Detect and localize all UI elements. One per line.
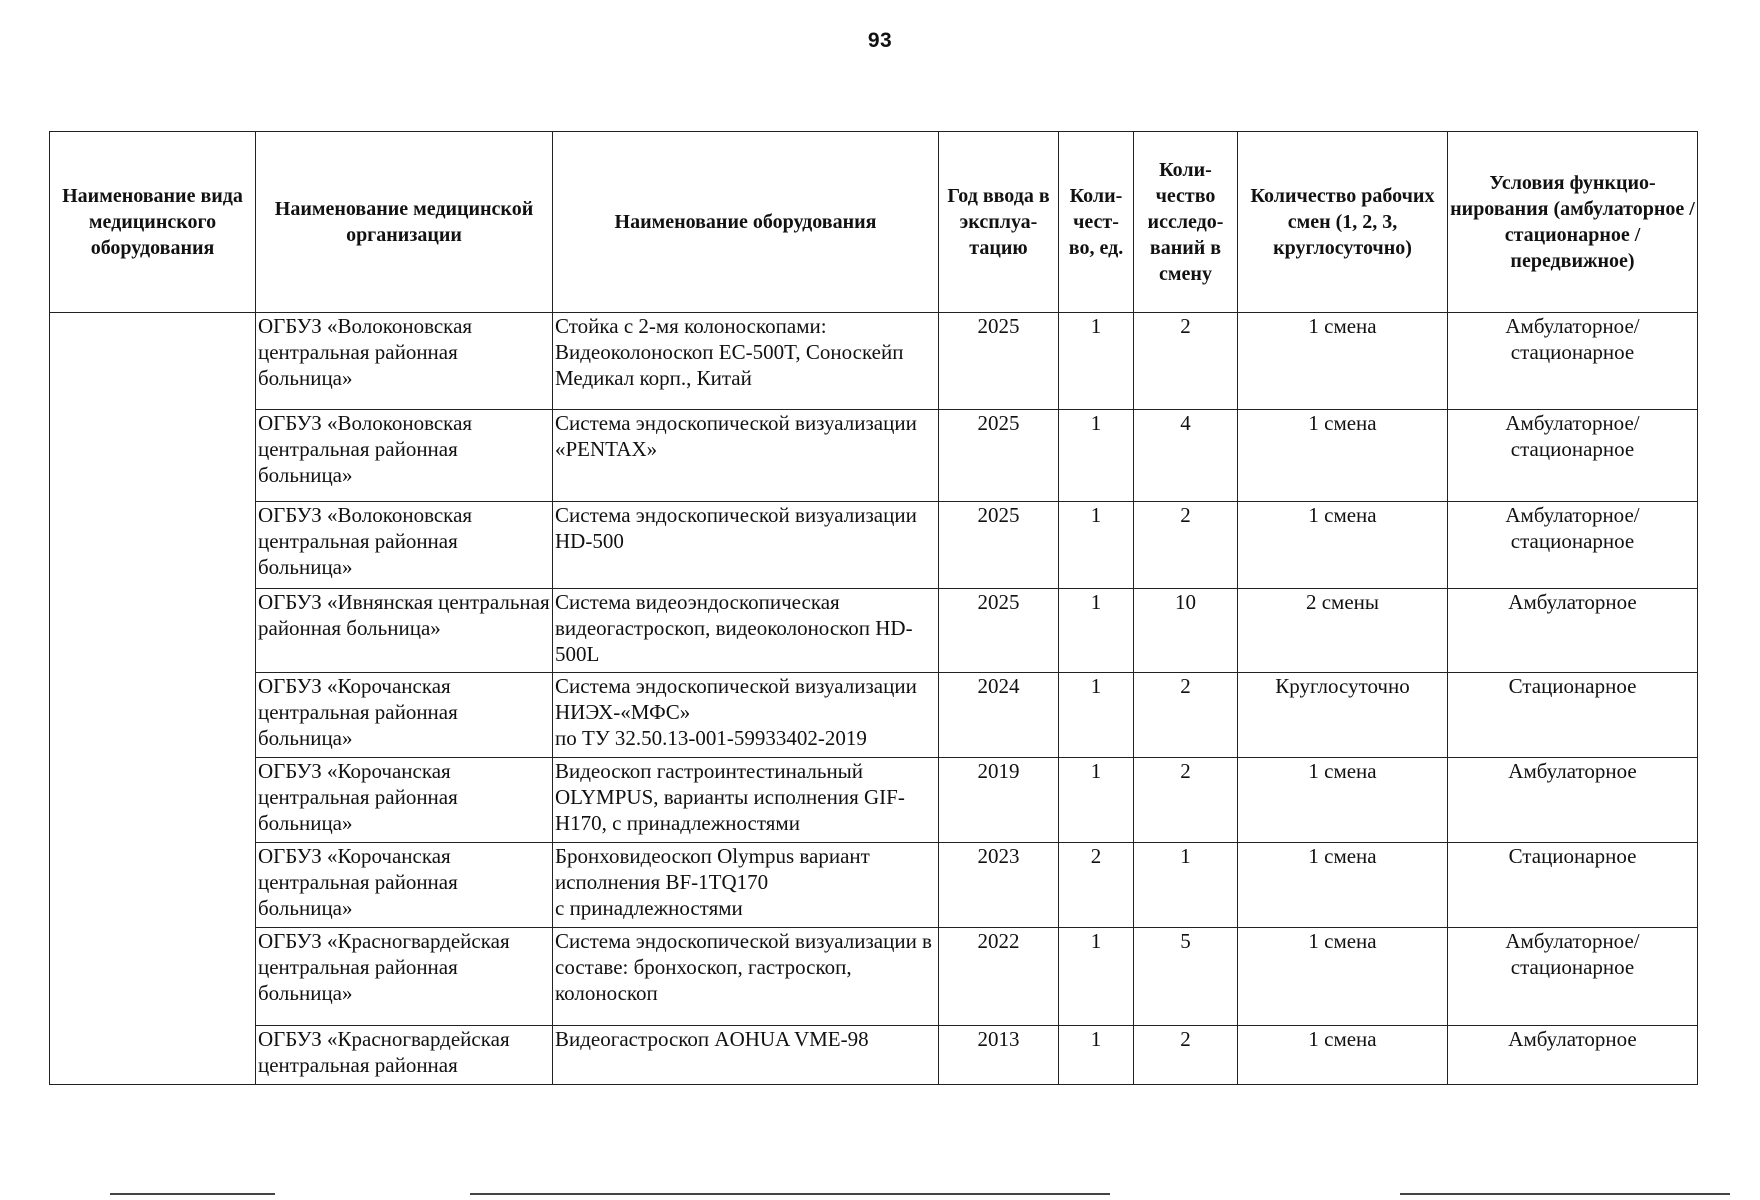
year-cell: 2025	[939, 410, 1059, 502]
studies-cell: 10	[1134, 589, 1238, 673]
conditions-cell: Амбулаторное/ стационарное	[1448, 928, 1698, 1026]
shifts-cell: 1 смена	[1238, 313, 1448, 410]
page-number: 93	[867, 29, 893, 52]
qty-cell: 1	[1059, 673, 1134, 758]
year-cell: 2019	[939, 758, 1059, 843]
qty-cell: 1	[1059, 502, 1134, 589]
shifts-cell: 1 смена	[1238, 1026, 1448, 1085]
qty-cell: 1	[1059, 589, 1134, 673]
header-shifts: Количество рабочих смен (1, 2, 3, круглосуточно)	[1238, 132, 1448, 313]
equipment-cell: Бронховидеоскоп Olympus вариант исполнения BF-1TQ170 с принадлежностями	[553, 843, 939, 928]
shifts-cell: 1 смена	[1238, 928, 1448, 1026]
conditions-cell: Стационарное	[1448, 673, 1698, 758]
equipment-cell: Система видеоэндоскопическая видеогастроскоп, видеоколоноскоп HD-500L	[553, 589, 939, 673]
qty-cell: 1	[1059, 758, 1134, 843]
org-cell: ОГБУЗ «Волоконовская центральная районная больница»	[256, 313, 553, 410]
studies-cell: 2	[1134, 673, 1238, 758]
equipment-cell: Видеогастроскоп AOHUA VME-98	[553, 1026, 939, 1085]
qty-cell: 2	[1059, 843, 1134, 928]
org-cell: ОГБУЗ «Красногвардейская центральная районная больница»	[256, 928, 553, 1026]
table-row	[50, 410, 1698, 502]
table-row	[50, 673, 1698, 758]
table-header-row	[50, 132, 1698, 313]
equipment-type-cell	[50, 313, 256, 1085]
org-cell: ОГБУЗ «Корочанская центральная районная больница»	[256, 758, 553, 843]
equipment-cell: Система эндоскопической визуализации HD-500	[553, 502, 939, 589]
shifts-cell: 2 смены	[1238, 589, 1448, 673]
scan-line-left	[110, 1193, 275, 1195]
conditions-cell: Амбулаторное	[1448, 758, 1698, 843]
org-cell: ОГБУЗ «Волоконовская центральная районная больница»	[256, 502, 553, 589]
shifts-cell: 1 смена	[1238, 758, 1448, 843]
equipment-cell: Стойка с 2-мя колоноскопами: Видеоколоноскоп EC-500T, Соноскейп Медикал корп., Китай	[553, 313, 939, 410]
equipment-cell: Видеоскоп гастроинтестинальный OLYMPUS, варианты исполнения GIF-H170, с принадлежностями	[553, 758, 939, 843]
conditions-cell: Стационарное	[1448, 843, 1698, 928]
scan-line-right	[1400, 1193, 1730, 1195]
qty-cell: 1	[1059, 313, 1134, 410]
shifts-cell: Круглосуточно	[1238, 673, 1448, 758]
year-cell: 2025	[939, 589, 1059, 673]
header-conditions: Условия функцио-нирования (амбулаторное / стационарное / передвижное)	[1448, 132, 1698, 313]
shifts-cell: 1 смена	[1238, 502, 1448, 589]
studies-cell: 4	[1134, 410, 1238, 502]
header-equipment-name: Наименование оборудования	[553, 132, 939, 313]
table-row	[50, 928, 1698, 1026]
conditions-cell: Амбулаторное/ стационарное	[1448, 410, 1698, 502]
header-quantity: Коли-чест-во, ед.	[1059, 132, 1134, 313]
year-cell: 2013	[939, 1026, 1059, 1085]
year-cell: 2025	[939, 313, 1059, 410]
qty-cell: 1	[1059, 410, 1134, 502]
equipment-cell: Система эндоскопической визуализации «PENTAX»	[553, 410, 939, 502]
org-cell: ОГБУЗ «Корочанская центральная районная больница»	[256, 843, 553, 928]
shifts-cell: 1 смена	[1238, 843, 1448, 928]
conditions-cell: Амбулаторное	[1448, 589, 1698, 673]
table-row	[50, 313, 1698, 410]
conditions-cell: Амбулаторное	[1448, 1026, 1698, 1085]
studies-cell: 2	[1134, 502, 1238, 589]
shifts-cell: 1 смена	[1238, 410, 1448, 502]
year-cell: 2022	[939, 928, 1059, 1026]
equipment-table	[49, 131, 1698, 1085]
studies-cell: 2	[1134, 758, 1238, 843]
org-cell: ОГБУЗ «Красногвардейская центральная районная	[256, 1026, 553, 1085]
year-cell: 2023	[939, 843, 1059, 928]
header-year: Год ввода в эксплуа-тацию	[939, 132, 1059, 313]
equipment-cell: Система эндоскопической визуализации НИЭХ-«МФС» по ТУ 32.50.13-001-59933402-2019	[553, 673, 939, 758]
qty-cell: 1	[1059, 928, 1134, 1026]
scan-line-middle	[470, 1193, 1110, 1195]
studies-cell: 2	[1134, 313, 1238, 410]
table-row	[50, 589, 1698, 673]
header-organization: Наименование медицинской организации	[256, 132, 553, 313]
table-row	[50, 1026, 1698, 1085]
studies-cell: 1	[1134, 843, 1238, 928]
equipment-cell: Система эндоскопической визуализации в составе: бронхоскоп, гастроскоп, колоноскоп	[553, 928, 939, 1026]
conditions-cell: Амбулаторное/ стационарное	[1448, 502, 1698, 589]
org-cell: ОГБУЗ «Ивнянская центральная районная больница»	[256, 589, 553, 673]
year-cell: 2025	[939, 502, 1059, 589]
header-equipment-type: Наименование вида медицинского оборудования	[50, 132, 256, 313]
year-cell: 2024	[939, 673, 1059, 758]
conditions-cell: Амбулаторное/ стационарное	[1448, 313, 1698, 410]
table-row	[50, 758, 1698, 843]
org-cell: ОГБУЗ «Волоконовская центральная районная больница»	[256, 410, 553, 502]
org-cell: ОГБУЗ «Корочанская центральная районная больница»	[256, 673, 553, 758]
table-row	[50, 502, 1698, 589]
studies-cell: 5	[1134, 928, 1238, 1026]
header-studies-per-shift: Коли-чество исследо-ваний в смену	[1134, 132, 1238, 313]
qty-cell: 1	[1059, 1026, 1134, 1085]
studies-cell: 2	[1134, 1026, 1238, 1085]
table-row	[50, 843, 1698, 928]
